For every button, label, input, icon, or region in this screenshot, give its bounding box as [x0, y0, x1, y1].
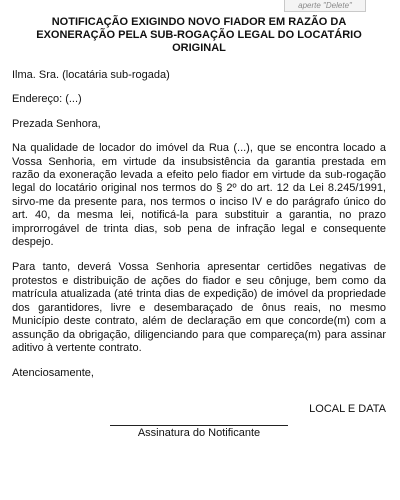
body-paragraph-2: Para tanto, deverá Vossa Senhoria apresentar certidões negativas de protestos e distribuição de ações do fiador e seu cônjuge, bem como da matrícula atualizada (até trinta dias de expedição) de imóvel da propriedade dos garantidores, livre e desembaraçado de ônus reais, no mesmo Município deste contrato, além de declaração em que concorde(m) com a assunção da obrigação, diligenciando para que compareça(m) para assinar aditivo à vertente contrato.	[12, 261, 386, 354]
greeting-line: Prezada Senhora,	[12, 117, 101, 130]
document-title: NOTIFICAÇÃO EXIGINDO NOVO FIADOR EM RAZÃO DA EXONERAÇÃO PELA SUB-ROGAÇÃO LEGAL DO LOCATÁRIO ORIGINAL	[36, 16, 362, 54]
recipient-line: Ilma. Sra. (locatária sub-rogada)	[12, 69, 170, 81]
signature-label: Assinatura do Notificante	[137, 427, 261, 439]
body-paragraph-1: Na qualidade de locador do imóvel da Rua (...), que se encontra locado a Vossa Senhoria, em virtude da insubsistência da garantia prestada em razão da exoneração levada a efeito pelo fiador em virtude da sub-rogação legal do locatário original nos termos do § 2º do art. 12 da Lei 8.245/1991, sirvo-me da presente para, nos termos o inciso IV e do parágrafo único do art. 40, da mesma lei, notificá-la para substituir a garantia, no prazo improrrogável de trinta dias, sob pena de infração legal e consequente despejo.	[12, 142, 386, 249]
delete-hint-tab: aperte "Delete"	[284, 0, 366, 12]
notification-document	[12, 16, 386, 416]
signature-line	[110, 425, 288, 440]
place-and-date: LOCAL E DATA	[309, 402, 386, 415]
address-line: Endereço: (...)	[12, 93, 82, 106]
closing-line: Atenciosamente,	[12, 367, 94, 380]
